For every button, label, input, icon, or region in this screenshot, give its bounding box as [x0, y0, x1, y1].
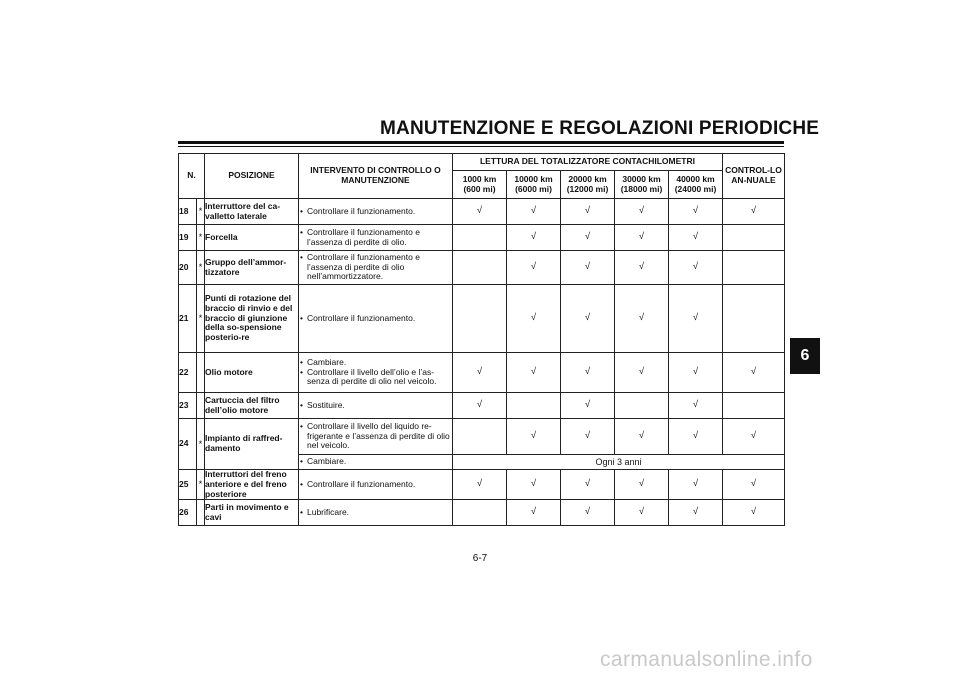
check-cell: √	[615, 500, 669, 526]
interval-mi: (24000 mi)	[674, 183, 717, 194]
row-asterisk	[197, 393, 205, 419]
check-cell	[723, 393, 785, 419]
check-cell: √	[453, 353, 507, 393]
row-number: 18	[179, 199, 197, 225]
check-cell: √	[453, 470, 507, 500]
action-bullet: • Controllare il funzionamento.	[299, 480, 452, 490]
table-row	[179, 353, 785, 393]
check-cell: √	[561, 419, 615, 455]
row-position: Olio motore	[205, 353, 299, 393]
check-cell: √	[561, 353, 615, 393]
header-position: POSIZIONE	[205, 154, 299, 199]
check-cell: √	[507, 251, 561, 285]
check-cell	[723, 225, 785, 251]
row-asterisk: *	[197, 251, 205, 285]
interval-mi: (12000 mi)	[566, 183, 609, 194]
check-cell: √	[615, 285, 669, 353]
check-cell: √	[453, 393, 507, 419]
interval-mi: (18000 mi)	[620, 183, 663, 194]
row-position: Impianto di raffred-damento	[205, 419, 299, 470]
check-cell: √	[507, 199, 561, 225]
check-cell: √	[669, 419, 723, 455]
row-asterisk: *	[197, 419, 205, 470]
row-number: 20	[179, 251, 197, 285]
check-cell: √	[561, 393, 615, 419]
interval-note: Ogni 3 anni	[453, 455, 785, 470]
check-cell: √	[561, 500, 615, 526]
check-cell: √	[507, 225, 561, 251]
check-cell	[507, 393, 561, 419]
table-row	[179, 225, 785, 251]
row-position: Cartuccia del filtro dell’olio motore	[205, 393, 299, 419]
action-bullet: • Controllare il livello dell’olio e l’as-senza di perdite di olio nel veicolo.	[299, 368, 452, 388]
action-bullet: • Sostituire.	[299, 401, 452, 411]
check-cell: √	[615, 470, 669, 500]
table-row	[179, 470, 785, 500]
row-number: 24	[179, 419, 197, 470]
chapter-tab: 6	[790, 338, 820, 374]
row-action	[299, 455, 453, 470]
row-number: 21	[179, 285, 197, 353]
row-action	[299, 353, 453, 393]
check-cell: √	[507, 419, 561, 455]
check-cell	[723, 251, 785, 285]
header-interval	[507, 171, 561, 199]
check-cell: √	[561, 470, 615, 500]
check-cell: √	[561, 225, 615, 251]
check-cell	[453, 251, 507, 285]
check-cell: √	[669, 393, 723, 419]
header-interval	[561, 171, 615, 199]
check-cell: √	[561, 285, 615, 353]
table-row	[179, 251, 785, 285]
header-action: INTERVENTO DI CONTROLLO O MANUTENZIONE	[299, 154, 453, 199]
row-action	[299, 393, 453, 419]
action-bullet: • Cambiare.	[299, 457, 452, 467]
check-cell: √	[507, 470, 561, 500]
row-number: 22	[179, 353, 197, 393]
check-cell: √	[615, 251, 669, 285]
row-position: Interruttore del ca-valletto laterale	[205, 199, 299, 225]
table-row	[179, 285, 785, 353]
check-cell: √	[507, 285, 561, 353]
check-cell	[615, 393, 669, 419]
check-cell: √	[615, 419, 669, 455]
row-action	[299, 419, 453, 455]
watermark-text: carmanualsonline.info	[600, 648, 813, 671]
interval-mi: (6000 mi)	[515, 183, 552, 194]
interval-km: 1000 km	[462, 173, 497, 184]
check-cell: √	[723, 353, 785, 393]
interval-km: 40000 km	[676, 173, 715, 184]
check-cell	[453, 225, 507, 251]
row-action	[299, 225, 453, 251]
title-rule-thin	[178, 146, 784, 147]
header-n: N.	[179, 154, 205, 199]
check-cell: √	[669, 251, 723, 285]
check-cell: √	[723, 500, 785, 526]
check-cell: √	[615, 353, 669, 393]
check-cell: √	[669, 353, 723, 393]
row-position: Gruppo dell’ammor-tizzatore	[205, 251, 299, 285]
row-asterisk: *	[197, 285, 205, 353]
row-action	[299, 285, 453, 353]
check-cell: √	[453, 199, 507, 225]
interval-km: 20000 km	[568, 173, 607, 184]
table-row	[179, 199, 785, 225]
table-row	[179, 393, 785, 419]
check-cell	[723, 285, 785, 353]
page-title: MANUTENZIONE E REGOLAZIONI PERIODICHE	[380, 118, 820, 139]
row-position: Interruttori del freno anteriore e del freno posteriore	[205, 470, 299, 500]
check-cell: √	[723, 419, 785, 455]
check-cell: √	[669, 470, 723, 500]
check-cell	[453, 285, 507, 353]
row-number: 23	[179, 393, 197, 419]
maintenance-table	[178, 153, 785, 526]
check-cell: √	[723, 199, 785, 225]
header-interval	[615, 171, 669, 199]
check-cell	[453, 419, 507, 455]
header-interval	[669, 171, 723, 199]
row-position: Forcella	[205, 225, 299, 251]
row-number: 25	[179, 470, 197, 500]
header-interval	[453, 171, 507, 199]
row-action	[299, 199, 453, 225]
check-cell: √	[561, 199, 615, 225]
action-bullet: • Cambiare.	[299, 358, 452, 368]
row-position: Punti di rotazione del braccio di rinvio e del braccio di giunzione della so-spensione posterio-re	[205, 285, 299, 353]
check-cell: √	[723, 470, 785, 500]
row-asterisk	[197, 500, 205, 526]
row-asterisk: *	[197, 470, 205, 500]
header-odometer: LETTURA DEL TOTALIZZATORE CONTACHILOMETRI	[453, 154, 723, 171]
check-cell: √	[669, 285, 723, 353]
row-action	[299, 470, 453, 500]
action-bullet: • Controllare il livello del liquido re-frigerante e l’assenza di perdite di olio nel veicolo.	[299, 422, 452, 451]
row-position: Parti in movimento e cavi	[205, 500, 299, 526]
row-asterisk: *	[197, 199, 205, 225]
table-row	[179, 419, 785, 455]
row-number: 19	[179, 225, 197, 251]
check-cell: √	[507, 500, 561, 526]
check-cell: √	[669, 500, 723, 526]
title-rule-thick	[178, 141, 784, 144]
row-action	[299, 500, 453, 526]
action-bullet: • Controllare il funzionamento.	[299, 314, 452, 324]
check-cell	[453, 500, 507, 526]
check-cell: √	[561, 251, 615, 285]
row-asterisk	[197, 353, 205, 393]
check-cell: √	[615, 225, 669, 251]
row-action	[299, 251, 453, 285]
action-bullet: • Controllare il funzionamento.	[299, 207, 452, 217]
interval-mi: (600 mi)	[463, 183, 496, 194]
table-row	[179, 500, 785, 526]
check-cell: √	[669, 199, 723, 225]
row-asterisk: *	[197, 225, 205, 251]
page-number: 6-7	[472, 553, 488, 564]
interval-km: 10000 km	[514, 173, 553, 184]
action-bullet: • Controllare il funzionamento e l’assenza di perdite di olio.	[299, 228, 452, 248]
check-cell: √	[669, 225, 723, 251]
header-annual: CONTROL-LO AN-NUALE	[723, 154, 785, 199]
action-bullet: • Controllare il funzionamento e l’assenza di perdite di olio nell’ammortizzatore.	[299, 253, 452, 282]
check-cell: √	[507, 353, 561, 393]
action-bullet: • Lubrificare.	[299, 508, 452, 518]
check-cell: √	[615, 199, 669, 225]
interval-km: 30000 km	[622, 173, 661, 184]
row-number: 26	[179, 500, 197, 526]
